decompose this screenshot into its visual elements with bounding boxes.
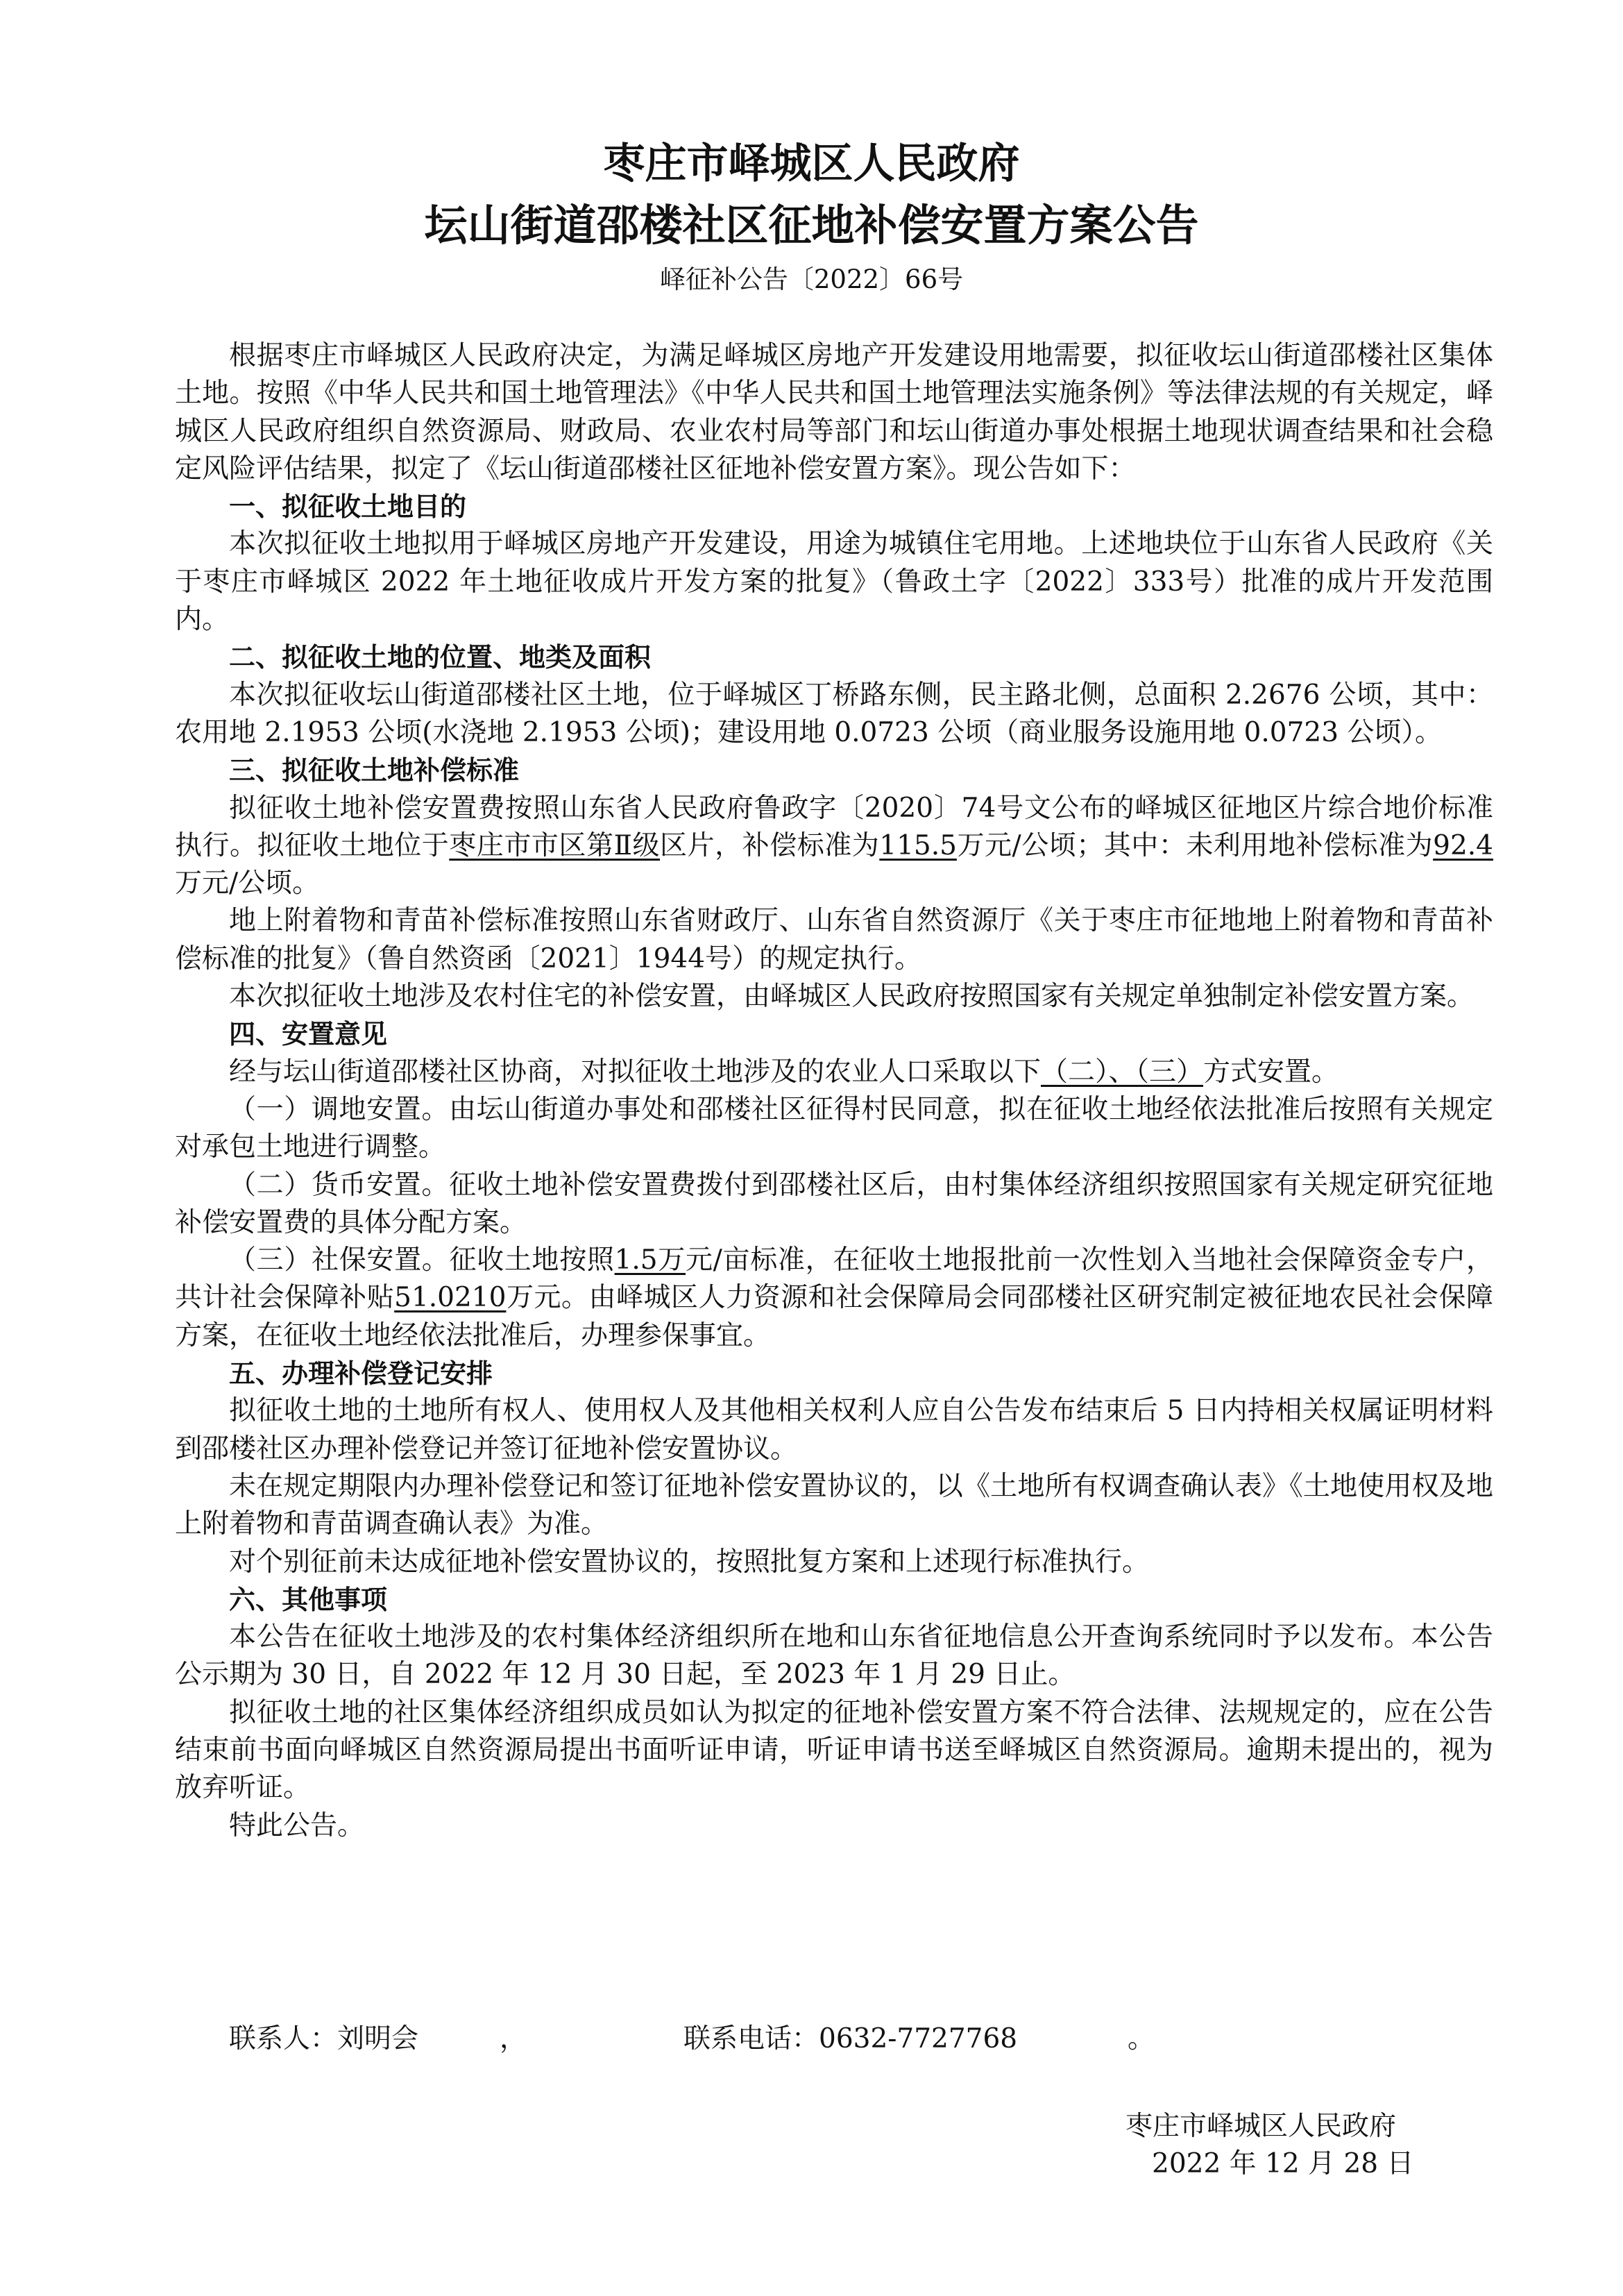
section-4-paragraph-4	[175, 1242, 1493, 1355]
compensation-area-level: 枣庄市市区第Ⅱ级	[449, 829, 661, 861]
intro-paragraph: 根据枣庄市峄城区人民政府决定，为满足峄城区房地产开发建设用地需要，拟征收坛山街道邵楼社区集体土地。按照《中华人民共和国土地管理法》《中华人民共和国土地管理法实施条例》等法律法规的有关规定，峄城区人民政府组织自然资源局、财政局、农业农村局等部门和坛山街道办事处根据土地现状调查结果和社会稳定风险评估结果，拟定了《坛山街道邵楼社区征地补偿安置方案》。现公告如下：	[175, 340, 1493, 484]
text: 拟征收土地补偿安置费按照山东省人民政府鲁政字〔2020〕74号文公布的峄城区征地区片综合地价标准执行。拟征收土地位于	[175, 792, 1493, 861]
text: 万元/公顷。	[175, 868, 320, 900]
section-5-paragraph-1: 拟征收土地的土地所有权人、使用权人及其他相关权利人应自公告发布结束后 5 日内持相关权属证明材料到邵楼社区办理补偿登记并签订征地补偿安置协议。	[175, 1395, 1493, 1464]
section-6-paragraph-2: 拟征收土地的社区集体经济组织成员如认为拟定的征地补偿安置方案不符合法律、法规规定的，应在公告结束前书面向峄城区自然资源局提出书面听证申请，听证申请书送至峄城区自然资源局。逾期未提出的，视为放弃听证。	[175, 1696, 1493, 1804]
contact-phone: 联系电话：0632-7727768	[683, 2023, 1018, 2054]
social-security-total: 51.0210	[394, 1282, 507, 1314]
social-security-standard: 1.5万	[614, 1244, 686, 1276]
section-2-heading: 二、拟征收土地的位置、地类及面积	[229, 642, 652, 673]
section-4-heading: 四、安置意见	[229, 1019, 388, 1050]
closing-line: 特此公告。	[229, 1809, 365, 1841]
signature-date: 2022 年 12 月 28 日	[1152, 2148, 1414, 2179]
contact-person: 联系人：刘明会	[229, 2023, 419, 2054]
section-1-heading: 一、拟征收土地目的	[229, 491, 467, 523]
section-5-paragraph-3: 对个别征前未达成征地补偿安置协议的，按照批复方案和上述现行标准执行。	[229, 1546, 1150, 1578]
section-4-paragraph-3: （二）货币安置。征收土地补偿安置费拨付到邵楼社区后，由村集体经济组织按照国家有关规定研究征地补偿安置费的具体分配方案。	[175, 1169, 1493, 1238]
text: 经与坛山街道邵楼社区协商，对拟征收土地涉及的农业人口采取以下	[229, 1056, 1042, 1088]
section-4-paragraph-1	[175, 1054, 1493, 1091]
section-1-paragraph: 本次拟征收土地拟用于峄城区房地产开发建设，用途为城镇住宅用地。上述地块位于山东省人民政府《关于枣庄市峄城区 2022 年土地征收成片开发方案的批复》（鲁政土字〔2022〕333号）批准的成片开发范围内。	[175, 528, 1493, 636]
section-3-heading: 三、拟征收土地补偿标准	[229, 755, 520, 786]
notice-body	[175, 337, 1493, 1845]
text: 方式安置。	[1203, 1056, 1339, 1088]
section-5-paragraph-2: 未在规定期限内办理补偿登记和签订征地补偿安置协议的，以《土地所有权调查确认表》《土地使用权及地上附着物和青苗调查确认表》为准。	[175, 1470, 1493, 1540]
title-line-2: 坛山街道邵楼社区征地补偿安置方案公告	[424, 200, 1199, 251]
resettlement-options: （二）、（三）	[1041, 1056, 1204, 1088]
text: （三）社保安置。征收土地按照	[229, 1244, 615, 1276]
signature-organization: 枣庄市峄城区人民政府	[1125, 2111, 1397, 2142]
contact-separator: ，	[500, 2023, 527, 2054]
unused-land-standard-value: 92.4	[1433, 829, 1493, 861]
section-2-paragraph: 本次拟征收坛山街道邵楼社区土地，位于峄城区丁桥路东侧，民主路北侧，总面积 2.2676 公顷，其中：农用地 2.1953 公顷(水浇地 2.1953 公顷)；建设用地 0.0723 公顷（商业服务设施用地 0.0723 公顷）。	[175, 679, 1493, 748]
text: 万元/公顷；其中：未利用地补偿标准为	[956, 829, 1434, 861]
text: 元/亩标准，在征收土地报批前一次性划入当地社会保障资金专户，共计社会保障补贴	[175, 1244, 1493, 1314]
section-6-paragraph-1: 本公告在征收土地涉及的农村集体经济组织所在地和山东省征地信息公开查询系统同时予以发布。本公告公示期为 30 日，自 2022 年 12 月 30 日起，至 2023 年 1 月 29 日止。	[175, 1621, 1493, 1691]
text: 万元。由峄城区人力资源和社会保障局会同邵楼社区研究制定被征地农民社会保障方案，在征收土地经依法批准后，办理参保事宜。	[175, 1282, 1493, 1351]
section-6-heading: 六、其他事项	[229, 1584, 388, 1615]
section-3-paragraph-1	[175, 790, 1493, 903]
section-3-paragraph-3: 本次拟征收土地涉及农村住宅的补偿安置，由峄城区人民政府按照国家有关规定单独制定补偿安置方案。	[229, 981, 1475, 1013]
section-5-heading: 五、办理补偿登记安排	[229, 1358, 493, 1390]
text: 区片，补偿标准为	[660, 829, 880, 861]
compensation-standard-value: 115.5	[879, 829, 957, 861]
document-number: 峄征补公告〔2022〕66号	[659, 264, 964, 294]
section-3-paragraph-2: 地上附着物和青苗补偿标准按照山东省财政厅、山东省自然资源厅《关于枣庄市征地地上附着物和青苗补偿标准的批复》（鲁自然资函〔2021〕1944号）的规定执行。	[175, 905, 1493, 974]
title-line-1: 枣庄市峄城区人民政府	[603, 140, 1020, 188]
contact-end-mark: 。	[1128, 2023, 1155, 2054]
section-4-paragraph-2: （一）调地安置。由坛山街道办事处和邵楼社区征得村民同意，拟在征收土地经依法批准后按照有关规定对承包土地进行调整。	[175, 1093, 1493, 1163]
